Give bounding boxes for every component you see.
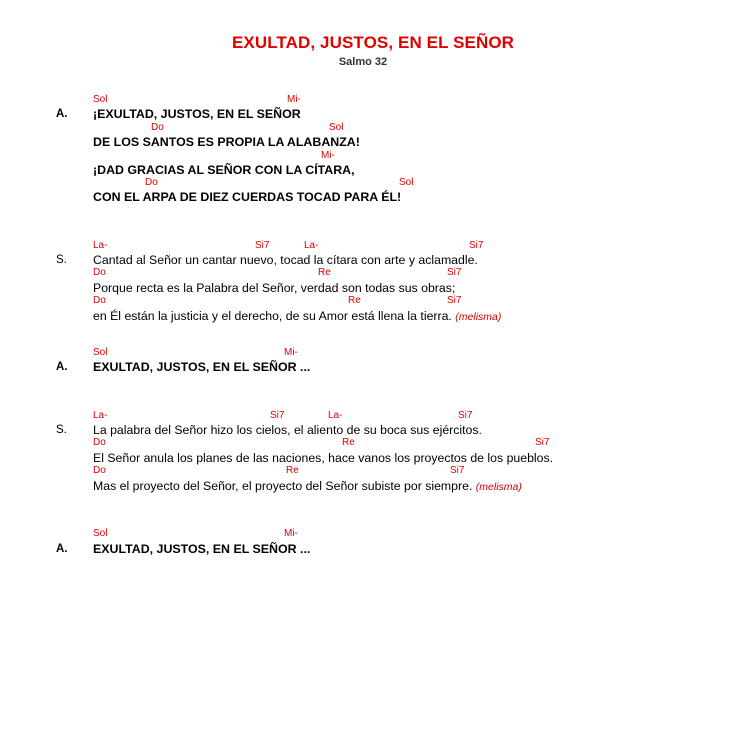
chord: La- (93, 410, 108, 421)
chord: Do (93, 465, 106, 476)
chord: La- (304, 240, 319, 251)
lyric-line: ¡EXULTAD, JUSTOS, EN EL SEÑOR (93, 107, 301, 121)
section-label: S. (56, 424, 67, 436)
lyric-text: en Él están la justicia y el derecho, de su Amor está llena la tierra. (93, 309, 452, 323)
chord: Re (348, 295, 361, 306)
chord: Mi- (284, 347, 298, 358)
lyric-line: ¡DAD GRACIAS AL SEÑOR CON LA CÍTARA, (93, 163, 355, 177)
lyric-line (93, 309, 501, 324)
chord: Sol (93, 528, 108, 539)
chord: Re (318, 267, 331, 278)
lyric-line: Cantad al Señor un cantar nuevo, tocad la cítara con arte y aclamadle. (93, 253, 478, 267)
chord: Do (93, 295, 106, 306)
chord: Sol (329, 122, 344, 133)
chord: Si7 (535, 437, 550, 448)
chord: Mi- (284, 528, 298, 539)
lyric-line: EXULTAD, JUSTOS, EN EL SEÑOR ... (93, 360, 311, 374)
lyric-line (93, 479, 522, 494)
section-label: A. (56, 543, 68, 555)
lyric-line: El Señor anula los planes de las naciones, hace vanos los proyectos de los pueblos. (93, 451, 554, 465)
lyric-text: Mas el proyecto del Señor, el proyecto del Señor subiste por siempre. (93, 479, 473, 493)
chord: Si7 (255, 240, 270, 251)
lyric-line: CON EL ARPA DE DIEZ CUERDAS TOCAD PARA ÉL! (93, 190, 402, 204)
chord: Do (151, 122, 164, 133)
section-label: A. (56, 361, 68, 373)
lyric-line: EXULTAD, JUSTOS, EN EL SEÑOR ... (93, 542, 311, 556)
lyric-line: Porque recta es la Palabra del Señor, verdad son todas sus obras; (93, 281, 456, 295)
chord: Sol (93, 94, 108, 105)
lyric-line: La palabra del Señor hizo los cielos, el aliento de su boca sus ejércitos. (93, 423, 482, 437)
chord: Si7 (270, 410, 285, 421)
chord: Mi- (321, 150, 335, 161)
chord: La- (93, 240, 108, 251)
chord: Sol (93, 347, 108, 358)
chord: Re (342, 437, 355, 448)
song-subtitle: Salmo 32 (338, 56, 388, 68)
chord: Mi- (287, 94, 301, 105)
chord: Si7 (447, 295, 462, 306)
section-label: S. (56, 254, 67, 266)
chord: Sol (399, 177, 414, 188)
melisma-note: (melisma) (455, 311, 502, 323)
section-label: A. (56, 108, 68, 120)
chord: La- (328, 410, 343, 421)
chord: Re (286, 465, 299, 476)
chord: Si7 (450, 465, 465, 476)
chord: Si7 (458, 410, 473, 421)
chord: Do (93, 267, 106, 278)
lyric-line: DE LOS SANTOS ES PROPIA LA ALABANZA! (93, 135, 360, 149)
chord: Do (145, 177, 158, 188)
chord: Si7 (447, 267, 462, 278)
melisma-note: (melisma) (475, 481, 522, 493)
chord: Si7 (469, 240, 484, 251)
chord: Do (93, 437, 106, 448)
song-title: EXULTAD, JUSTOS, EN EL SEÑOR (231, 33, 515, 52)
